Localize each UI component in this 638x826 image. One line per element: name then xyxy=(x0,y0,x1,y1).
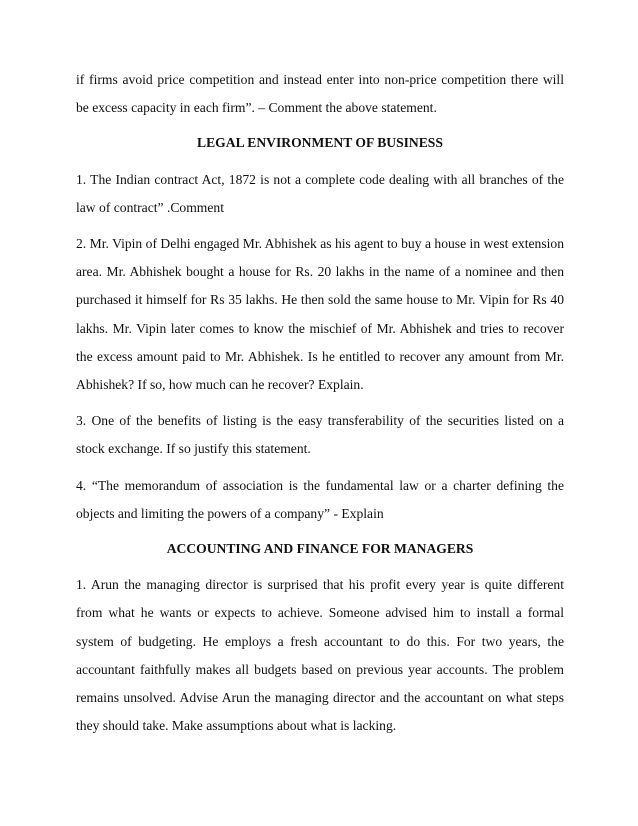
section-heading-accounting-finance: ACCOUNTING AND FINANCE FOR MANAGERS xyxy=(166,541,474,557)
section-heading-legal-environment: LEGAL ENVIRONMENT OF BUSINESS xyxy=(197,135,443,151)
document-page xyxy=(76,66,564,740)
accounting-question-1: 1. Arun the managing director is surprised that his profit every year is quite different from what he wants or expects to achieve. Someone advised him to install a formal system of budgeting. He employs a fresh accountant to do this. For two years, the accountant faithfully makes all budgets based on previous year accounts. The problem remains unsolved. Advise Arun the managing director and the accountant on what steps they should take. Make assumptions about what is lacking. xyxy=(76,577,564,734)
legal-question-1: 1. The Indian contract Act, 1872 is not a complete code dealing with all branches of the law of contract” .Comment xyxy=(76,171,564,215)
legal-question-3: 3. One of the benefits of listing is the easy transferability of the securities listed on a stock exchange. If so justify this statement. xyxy=(76,413,564,457)
legal-question-4: 4. “The memorandum of association is the fundamental law or a charter defining the objects and limiting the powers of a company” - Explain xyxy=(76,477,564,521)
intro-paragraph: if firms avoid price competition and instead enter into non-price competition there will be excess capacity in each firm”. – Comment the above statement. xyxy=(76,72,564,116)
legal-question-2: 2. Mr. Vipin of Delhi engaged Mr. Abhishek as his agent to buy a house in west extension area. Mr. Abhishek bought a house for Rs. 20 lakhs in the name of a nominee and then purchased it himself for Rs 35 lakhs. He then sold the same house to Mr. Vipin for Rs 40 lakhs. Mr. Vipin later comes to know the mischief of Mr. Abhishek and tries to recover the excess amount paid to Mr. Abhishek. Is he entitled to recover any amount from Mr. Abhishek? If so, how much can he recover? Explain. xyxy=(76,236,564,393)
